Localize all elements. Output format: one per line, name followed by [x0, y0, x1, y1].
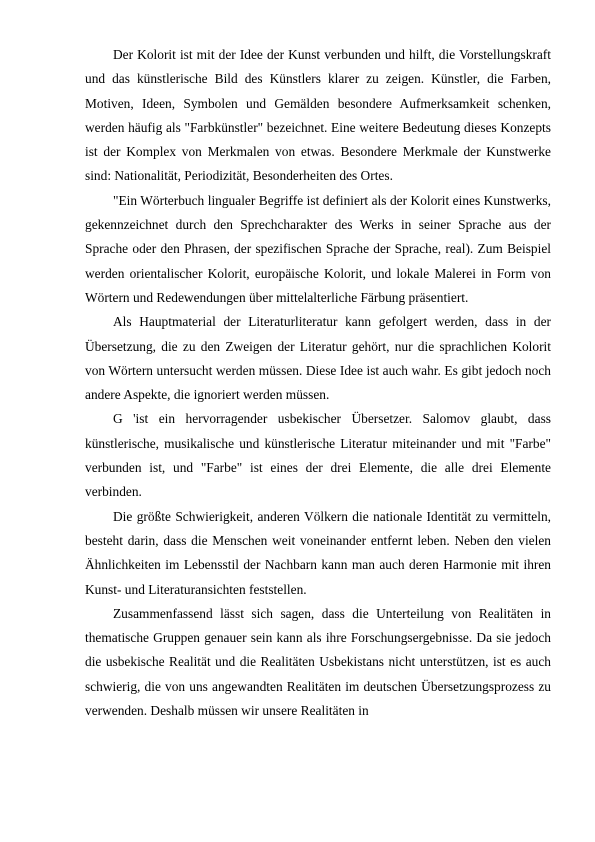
- paragraph-6: Zusammenfassend lässt sich sagen, dass die Unterteilung von Realitäten in thematische Gruppen genauer sein kann als ihre Forschungsergebnisse. Da sie jedoch die usbekische Realität und die Realitäten Usbekistans nicht unterstützen, ist es auch schwierig, die von uns angewandten Realitäten im deutschen Übersetzungsprozess zu verwenden. Deshalb müssen wir unsere Realitäten in: [85, 605, 551, 719]
- paragraph-2: "Ein Wörterbuch lingualer Begriffe ist definiert als der Kolorit eines Kunstwerks, gekennzeichnet durch den Sprechcharakter des Werks in seiner Sprache aus der Sprache oder den Phrasen, der spezifischen Sprache der Sprache, real). Zum Beispiel werden orientalischer Kolorit, europäische Kolorit, und lokale Malerei in Form von Wörtern und Redewendungen über mittelalterliche Färbung präsentiert.: [85, 192, 551, 305]
- paragraph-5: Die größte Schwierigkeit, anderen Völkern die nationale Identität zu vermitteln, besteht darin, dass die Menschen weit voneinander entfernt leben. Neben den vielen Ähnlichkeiten im Lebensstil der Nachbarn kann man auch deren Harmonie mit ihren Kunst- und Literaturansichten feststellen.: [85, 508, 551, 597]
- paragraph-4: G 'ist ein hervorragender usbekischer Übersetzer. Salomov glaubt, dass künstlerische, musikalische und künstlerische Literatur miteinander und mit "Farbe" verbunden ist, und "Farbe" ist eines der drei Elemente, die alle drei Elemente verbinden.: [85, 411, 551, 500]
- paragraph-3: Als Hauptmaterial der Literaturliteratur kann gefolgert werden, dass in der Übersetzung, die zu den Zweigen der Literatur gehört, nur die sprachlichen Kolorit von Wörtern untersucht werden müssen. Diese Idee ist auch wahr. Es gibt jedoch noch andere Aspekte, die ignoriert werden müssen.: [85, 314, 551, 403]
- paragraph-1: Der Kolorit ist mit der Idee der Kunst verbunden und hilft, die Vorstellungskraft und das künstlerische Bild des Künstlers klarer zu zeigen. Künstler, die Farben, Motiven, Ideen, Symbolen und Gemälden besondere Aufmerksamkeit schenken, werden häufig als "Farbkünstler" bezeichnet. Eine weitere Bedeutung dieses Konzepts ist der Komplex von Merkmalen von etwas. Besondere Merkmale der Kunstwerke sind: Nationalität, Periodizität, Besonderheiten des Ortes.: [85, 47, 551, 184]
- document-page: [85, 43, 551, 723]
